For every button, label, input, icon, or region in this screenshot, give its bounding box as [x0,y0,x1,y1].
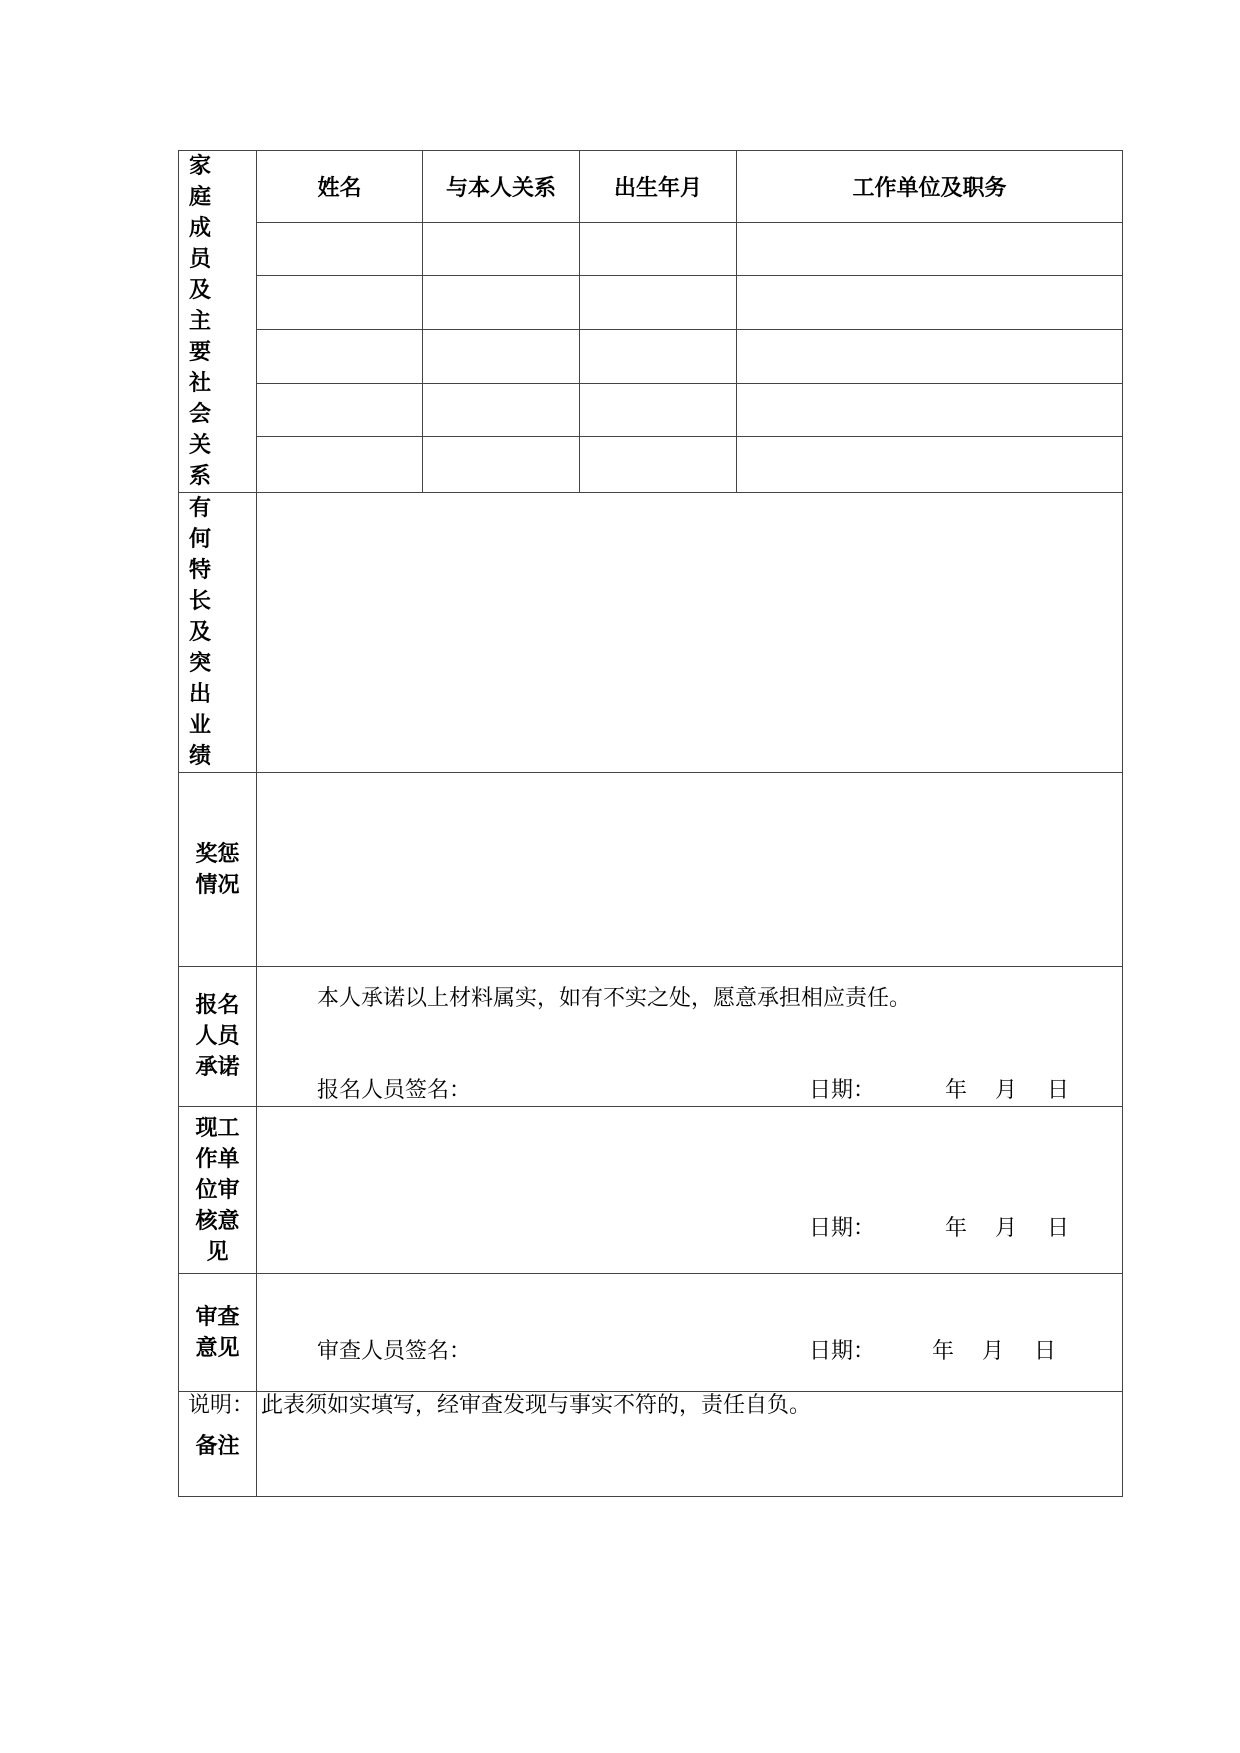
review-signature-label: 审查人员签名： [317,1339,472,1364]
employer-row [179,1107,1123,1274]
employer-label: 现工 作单 位审 核意 见 [179,1107,257,1274]
family-work-cell[interactable] [737,383,1123,437]
family-work-cell[interactable] [737,329,1123,383]
family-birth-cell[interactable] [580,383,737,437]
family-work-cell[interactable] [737,437,1123,493]
review-date-label: 日期： [809,1339,876,1364]
remarks-label: 备注 [179,1392,257,1497]
family-work-cell[interactable] [737,222,1123,276]
rewards-label: 奖惩 情况 [179,773,257,967]
form-note: 说明： 此表须如实填写，经审查发现与事实不符的，责任自负。 [188,1393,811,1418]
applicant-day: 日 [1047,1078,1070,1103]
family-birth-cell[interactable] [580,222,737,276]
applicant-year: 年 [945,1078,968,1103]
header-work: 工作单位及职务 [737,151,1123,223]
employer-month: 月 [995,1216,1018,1241]
family-relation-cell[interactable] [423,383,580,437]
family-name-cell[interactable] [257,437,423,493]
header-name: 姓名 [257,151,423,223]
applicant-date-label: 日期： [809,1078,876,1103]
family-label: 家 庭 成 员 及 主 要 社 会 关 系 [179,151,257,493]
family-name-cell[interactable] [257,222,423,276]
rewards-row [179,773,1123,967]
review-content[interactable] [257,1274,1123,1392]
family-header-row [179,151,1123,223]
family-row [179,222,1123,276]
family-birth-cell[interactable] [580,276,737,330]
family-work-cell[interactable] [737,276,1123,330]
family-relation-cell[interactable] [423,437,580,493]
registration-form-table [178,150,1123,1497]
employer-day: 日 [1047,1216,1070,1241]
review-day: 日 [1034,1339,1057,1364]
family-row [179,276,1123,330]
rewards-content[interactable] [257,773,1123,967]
review-row [179,1274,1123,1392]
specialty-label: 有 何 特 长 及 突 出 业 绩 [179,493,257,773]
family-name-cell[interactable] [257,276,423,330]
header-relation: 与本人关系 [423,151,580,223]
family-relation-cell[interactable] [423,276,580,330]
promise-text: 本人承诺以上材料属实，如有不实之处，愿意承担相应责任。 [317,986,912,1011]
applicant-signature-label: 报名人员签名： [317,1078,472,1103]
family-name-cell[interactable] [257,383,423,437]
employer-date-label: 日期： [809,1216,876,1241]
family-birth-cell[interactable] [580,437,737,493]
specialty-content[interactable] [257,493,1123,773]
applicant-month: 月 [995,1078,1018,1103]
employer-year: 年 [945,1216,968,1241]
review-label: 审查 意见 [179,1274,257,1392]
review-year: 年 [932,1339,955,1364]
review-month: 月 [982,1339,1005,1364]
family-row [179,383,1123,437]
applicant-content[interactable] [257,967,1123,1107]
family-row [179,437,1123,493]
family-relation-cell[interactable] [423,222,580,276]
family-name-cell[interactable] [257,329,423,383]
employer-content[interactable] [257,1107,1123,1274]
applicant-row [179,967,1123,1107]
specialty-row [179,493,1123,773]
applicant-label: 报名 人员 承诺 [179,967,257,1107]
family-birth-cell[interactable] [580,329,737,383]
family-relation-cell[interactable] [423,329,580,383]
header-birth: 出生年月 [580,151,737,223]
family-row [179,329,1123,383]
